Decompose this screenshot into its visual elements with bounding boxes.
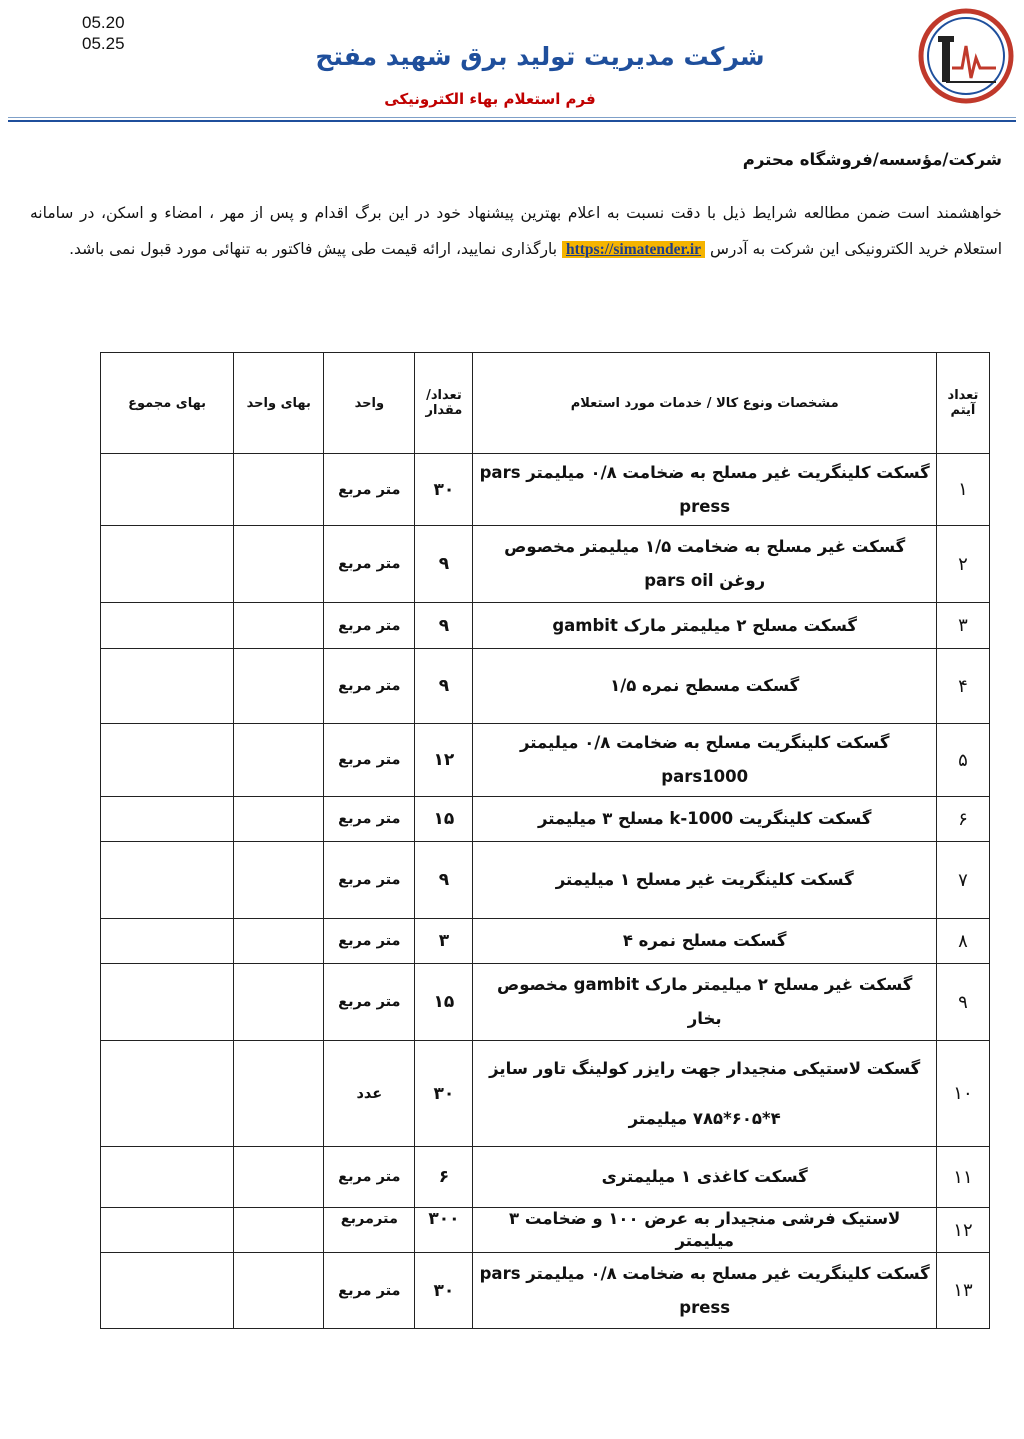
row-unit: متر مربع xyxy=(324,649,415,724)
header-unit: واحد xyxy=(324,353,415,454)
row-unit: متر مربع xyxy=(324,1147,415,1208)
row-quantity: ۹ xyxy=(415,842,473,919)
table-row xyxy=(101,603,990,649)
row-index: ۱ xyxy=(936,454,989,526)
row-unit: متر مربع xyxy=(324,603,415,649)
form-title: فرم استعلام بهاء الکترونیکی xyxy=(384,90,596,108)
row-quantity: ۳ xyxy=(415,919,473,964)
header-divider-thick xyxy=(8,120,1016,122)
row-index: ۳ xyxy=(936,603,989,649)
row-index: ۱۲ xyxy=(936,1208,989,1253)
row-unit-price-cell[interactable] xyxy=(234,454,324,526)
row-quantity: ۳۰ xyxy=(415,1041,473,1147)
table-row xyxy=(101,526,990,603)
header-index: تعداد آیتم xyxy=(936,353,989,454)
inquiry-table xyxy=(100,352,990,1329)
header-divider-thin xyxy=(8,117,1016,118)
date-line-2: 05.25 xyxy=(82,34,125,53)
row-total-price-cell[interactable] xyxy=(101,1147,234,1208)
row-unit-price-cell[interactable] xyxy=(234,919,324,964)
row-description: گسکت کلینگریت غیر مسلح به ضخامت ۰/۸ میلیمتر pars press xyxy=(473,454,937,526)
table-header-row xyxy=(101,353,990,454)
row-unit-price-cell[interactable] xyxy=(234,964,324,1041)
row-quantity: ۹ xyxy=(415,603,473,649)
row-quantity: ۹ xyxy=(415,526,473,603)
row-index: ۱۱ xyxy=(936,1147,989,1208)
row-unit: متر مربع xyxy=(324,842,415,919)
table-row xyxy=(101,964,990,1041)
row-description: گسکت کلینگریت غیر مسلح به ضخامت ۰/۸ میلیمتر pars press xyxy=(473,1253,937,1329)
table-row xyxy=(101,724,990,797)
row-total-price-cell[interactable] xyxy=(101,603,234,649)
row-total-price-cell[interactable] xyxy=(101,526,234,603)
row-description: گسکت کاغذی ۱ میلیمتری xyxy=(473,1147,937,1208)
row-total-price-cell[interactable] xyxy=(101,724,234,797)
row-total-price-cell[interactable] xyxy=(101,1208,234,1253)
row-unit: متر مربع xyxy=(324,919,415,964)
paragraph-part-1: خواهشمند است ضمن مطالعه شرایط ذیل با دقت نسبت به اعلام بهترین پیشنهاد خود در این برگ اقدام و پس از مهر ، امضاء و اسکن، در سامانه استعلام خرید الکترونیکی این شرکت به آدرس xyxy=(30,204,1002,258)
row-description: گسکت غیر مسلح ۲ میلیمتر مارک gambit مخصوص بخار xyxy=(473,964,937,1041)
instruction-paragraph xyxy=(30,195,1002,268)
row-index: ۶ xyxy=(936,797,989,842)
row-unit: متر مربع xyxy=(324,797,415,842)
tender-site-link[interactable]: https://simatender.ir xyxy=(562,241,705,258)
row-description: گسکت مسلح نمره ۴ xyxy=(473,919,937,964)
row-total-price-cell[interactable] xyxy=(101,1041,234,1147)
row-unit-price-cell[interactable] xyxy=(234,526,324,603)
row-unit: عدد xyxy=(324,1041,415,1147)
row-unit-price-cell[interactable] xyxy=(234,603,324,649)
row-description: گسکت غیر مسلح به ضخامت ۱/۵ میلیمتر مخصوص روغن pars oil xyxy=(473,526,937,603)
header-quantity: تعداد/ مقدار xyxy=(415,353,473,454)
row-unit-price-cell[interactable] xyxy=(234,842,324,919)
row-unit: متر مربع xyxy=(324,454,415,526)
company-logo-icon xyxy=(916,6,1016,106)
row-index: ۹ xyxy=(936,964,989,1041)
row-quantity: ۱۵ xyxy=(415,964,473,1041)
row-unit-price-cell[interactable] xyxy=(234,1253,324,1329)
row-description: گسکت کلینگریت مسلح به ضخامت ۰/۸ میلیمتر pars1000 xyxy=(473,724,937,797)
row-unit: مترمربع xyxy=(324,1208,415,1253)
row-unit: متر مربع xyxy=(324,1253,415,1329)
row-total-price-cell[interactable] xyxy=(101,919,234,964)
table-row xyxy=(101,649,990,724)
table-row xyxy=(101,454,990,526)
row-index: ۱۰ xyxy=(936,1041,989,1147)
greeting: شرکت/مؤسسه/فروشگاه محترم xyxy=(742,150,1002,169)
row-description: گسکت لاستیکی منجیدار جهت رایزر کولینگ تاور سایز ۴*۶۰۵*۷۸۵ میلیمتر xyxy=(473,1041,937,1147)
table-row xyxy=(101,1147,990,1208)
row-index: ۲ xyxy=(936,526,989,603)
row-description: گسکت کلینگریت k-1000 مسلح ۳ میلیمتر xyxy=(473,797,937,842)
row-unit: متر مربع xyxy=(324,964,415,1041)
row-total-price-cell[interactable] xyxy=(101,842,234,919)
table-row xyxy=(101,1041,990,1147)
row-total-price-cell[interactable] xyxy=(101,797,234,842)
row-description: گسکت مسلح ۲ میلیمتر مارک gambit xyxy=(473,603,937,649)
row-unit-price-cell[interactable] xyxy=(234,1208,324,1253)
row-unit: متر مربع xyxy=(324,526,415,603)
row-total-price-cell[interactable] xyxy=(101,1253,234,1329)
date-stamp xyxy=(82,12,125,54)
row-quantity: ۶ xyxy=(415,1147,473,1208)
row-description: گسکت کلینگریت غیر مسلح ۱ میلیمتر xyxy=(473,842,937,919)
row-description: گسکت مسطح نمره ۱/۵ xyxy=(473,649,937,724)
row-index: ۷ xyxy=(936,842,989,919)
row-description: لاستیک فرشی منجیدار به عرض ۱۰۰ و ضخامت ۳ میلیمتر xyxy=(473,1208,937,1253)
row-unit: متر مربع xyxy=(324,724,415,797)
row-unit-price-cell[interactable] xyxy=(234,1041,324,1147)
table-row xyxy=(101,797,990,842)
row-quantity: ۱۵ xyxy=(415,797,473,842)
row-total-price-cell[interactable] xyxy=(101,964,234,1041)
row-index: ۸ xyxy=(936,919,989,964)
row-quantity: ۳۰۰ xyxy=(415,1208,473,1253)
date-line-1: 05.20 xyxy=(82,13,125,32)
row-quantity: ۳۰ xyxy=(415,1253,473,1329)
row-index: ۴ xyxy=(936,649,989,724)
header-unit-price: بهای واحد xyxy=(234,353,324,454)
table-row xyxy=(101,1253,990,1329)
row-unit-price-cell[interactable] xyxy=(234,1147,324,1208)
header-description: مشخصات ونوع کالا / خدمات مورد استعلام xyxy=(473,353,937,454)
table-row xyxy=(101,919,990,964)
row-index: ۱۳ xyxy=(936,1253,989,1329)
row-unit-price-cell[interactable] xyxy=(234,724,324,797)
row-index: ۵ xyxy=(936,724,989,797)
row-quantity: ۱۲ xyxy=(415,724,473,797)
company-name: شرکت مدیریت تولید برق شهید مفتح xyxy=(315,42,765,71)
row-total-price-cell[interactable] xyxy=(101,454,234,526)
table-row xyxy=(101,842,990,919)
row-unit-price-cell[interactable] xyxy=(234,797,324,842)
header-total-price: بهای مجموع xyxy=(101,353,234,454)
row-quantity: ۳۰ xyxy=(415,454,473,526)
table-row xyxy=(101,1208,990,1253)
paragraph-part-2: بارگذاری نمایید، ارائه قیمت طی پیش فاکتور به تنهائی مورد قبول نمی باشد. xyxy=(69,240,558,258)
row-total-price-cell[interactable] xyxy=(101,649,234,724)
row-quantity: ۹ xyxy=(415,649,473,724)
row-unit-price-cell[interactable] xyxy=(234,649,324,724)
